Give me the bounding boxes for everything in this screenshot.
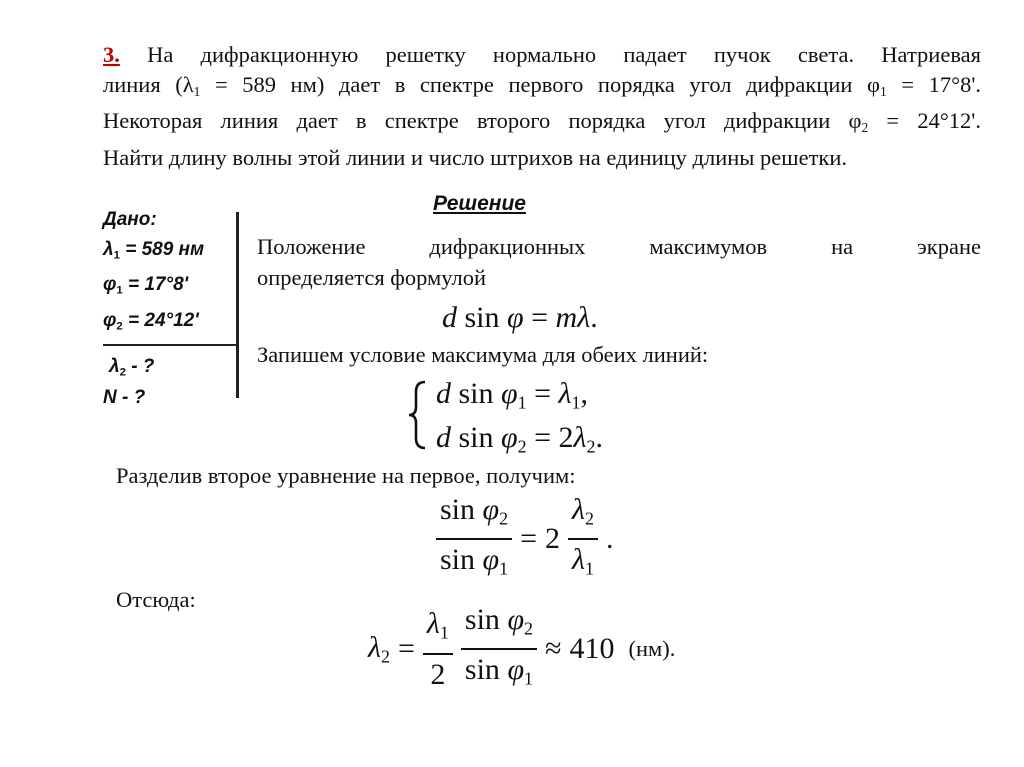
given-phi2-val: = 24°12' [122, 309, 199, 331]
problem-line-4: Найти длину волны этой линии и число штрихов на единицу длины решетки. [103, 144, 848, 170]
f1-sin: sin [464, 301, 500, 334]
problem-line-3-sub: 2 [861, 120, 869, 136]
sys2-eq: = [534, 421, 552, 454]
problem-line-3-a: Некоторая линия дает в спектре второго порядка угол дифракции φ [103, 108, 862, 134]
given-phi1-sub: 1 [116, 284, 123, 297]
problem-line-2-b: = 589 нм) дает в спектре первого порядка угол дифракции φ [200, 71, 880, 97]
final-fraction-1 [423, 604, 453, 694]
ratio-den-sin: sin [440, 543, 476, 577]
problem-line-3-b: = 24°12'. [868, 108, 981, 134]
final-fraction-2 [461, 600, 537, 699]
sys1-lambda: λ [558, 377, 572, 410]
sys1-sin: sin [458, 377, 494, 410]
sys2-lambda: λ [573, 421, 587, 454]
sys2-phi: φ [501, 421, 518, 454]
final-eq: = [398, 632, 415, 666]
solution-paragraph-4: Отсюда: [116, 587, 196, 612]
problem-number: 3. [103, 42, 120, 67]
ratio-end: . [606, 522, 614, 556]
given-phi1-sym: φ [103, 274, 117, 296]
problem-line-2-c: = 17°8'. [886, 71, 981, 97]
sys1-eq: = [534, 377, 552, 410]
final-lsub: 2 [381, 646, 390, 667]
find-lambda2 [103, 354, 154, 385]
given-divider-horizontal [103, 344, 238, 346]
sys2-d: d [436, 421, 451, 454]
ratio-coef: 2 [545, 522, 561, 556]
given-phi2-sub: 2 [116, 320, 123, 333]
given-title: Дано: [103, 209, 157, 230]
given-lambda1-val: = 589 нм [119, 239, 205, 260]
ratio-num-sin: sin [440, 493, 476, 526]
sys1-lsub: 1 [571, 392, 581, 413]
given-divider-vertical [236, 212, 239, 398]
f1-dot: . [590, 301, 598, 334]
given-phi2 [103, 306, 204, 341]
system-equation-1 [436, 374, 588, 422]
given-phi2-sym: φ [103, 309, 117, 331]
solution-paragraph-2: Запишем условие максимума для обеих линий: [257, 342, 709, 367]
sys2-sub: 2 [517, 436, 527, 457]
ratio-lden: λ [572, 543, 586, 577]
given-lambda1-sym: λ [103, 239, 114, 260]
find-block [103, 354, 154, 411]
sys2-coef: 2 [558, 421, 574, 454]
find-n: N - ? [103, 387, 146, 409]
problem-line-2 [103, 70, 981, 107]
problem-line-1-text: На дифракционную решетку нормально падает пучок света. Натриевая [147, 42, 981, 67]
ratio-den-phi: φ [482, 543, 500, 577]
given-lambda1-sub: 1 [113, 249, 120, 262]
final-num1-sub: 1 [439, 622, 449, 643]
solution-paragraph-3: Разделив второе уравнение на первое, получим: [116, 463, 576, 488]
problem-line-2-sub: 1 [193, 83, 201, 99]
final-result-value: 410 [569, 632, 615, 666]
sys2-end: . [595, 421, 604, 454]
find-lambda2-q: - ? [125, 356, 155, 377]
final-num1: λ [426, 607, 440, 641]
f1-m: m [555, 301, 578, 334]
final-num2-phi: φ [507, 603, 525, 636]
final-lambda: λ [368, 631, 381, 665]
given-block [103, 205, 204, 341]
problem-line-1 [103, 40, 981, 70]
f1-phi: φ [507, 301, 524, 334]
f1-eq: = [531, 301, 549, 334]
sys2-sin: sin [458, 421, 494, 454]
f1-lambda: λ [577, 301, 591, 334]
problem-statement [103, 40, 981, 172]
sys1-d: d [436, 377, 451, 410]
find-lambda2-sub: 2 [119, 366, 126, 379]
solution-paragraph-1-line-1: Положение дифракционных максимумов на экране [257, 234, 981, 259]
final-result-unit: (нм). [628, 636, 676, 662]
ratio-num-sub: 2 [499, 508, 509, 529]
sys2-lsub: 2 [586, 436, 596, 457]
system-brace [407, 380, 429, 450]
ratio-den-sub: 1 [499, 558, 509, 579]
problem-line-2-sub2: 1 [880, 83, 887, 99]
sys1-phi: φ [501, 377, 518, 410]
f1-d: d [442, 301, 457, 334]
final-num2-sin: sin [464, 603, 500, 636]
system-equation-2 [436, 418, 603, 466]
given-phi1 [103, 270, 204, 305]
final-num2-sub: 2 [524, 618, 534, 639]
formula-final [368, 600, 675, 699]
formula-grating [442, 298, 598, 338]
given-phi1-val: = 17°8' [122, 274, 189, 296]
ratio-num-phi: φ [482, 493, 500, 526]
ratio-right-fraction [568, 490, 598, 589]
final-approx: ≈ [545, 632, 562, 666]
solution-title: Решение [433, 192, 526, 215]
ratio-left-fraction [436, 490, 512, 589]
final-den1: 2 [430, 657, 446, 691]
problem-line-2-a: линия (λ [103, 71, 194, 97]
ratio-eq: = [520, 522, 538, 556]
find-lambda2-sym: λ [109, 356, 120, 377]
sys1-end: , [580, 377, 589, 410]
final-den2-sin: sin [464, 653, 500, 687]
solution-paragraph-1-line-2: определяется формулой [257, 265, 487, 290]
ratio-lnsub: 2 [585, 508, 595, 529]
problem-line-3 [103, 106, 981, 143]
ratio-lnum: λ [572, 493, 586, 526]
formula-ratio [436, 490, 614, 589]
sys1-sub: 1 [517, 392, 527, 413]
final-den2-sub: 1 [524, 668, 534, 689]
ratio-ldsub: 1 [585, 558, 595, 579]
final-den2-phi: φ [507, 653, 525, 687]
given-lambda1 [103, 235, 204, 270]
